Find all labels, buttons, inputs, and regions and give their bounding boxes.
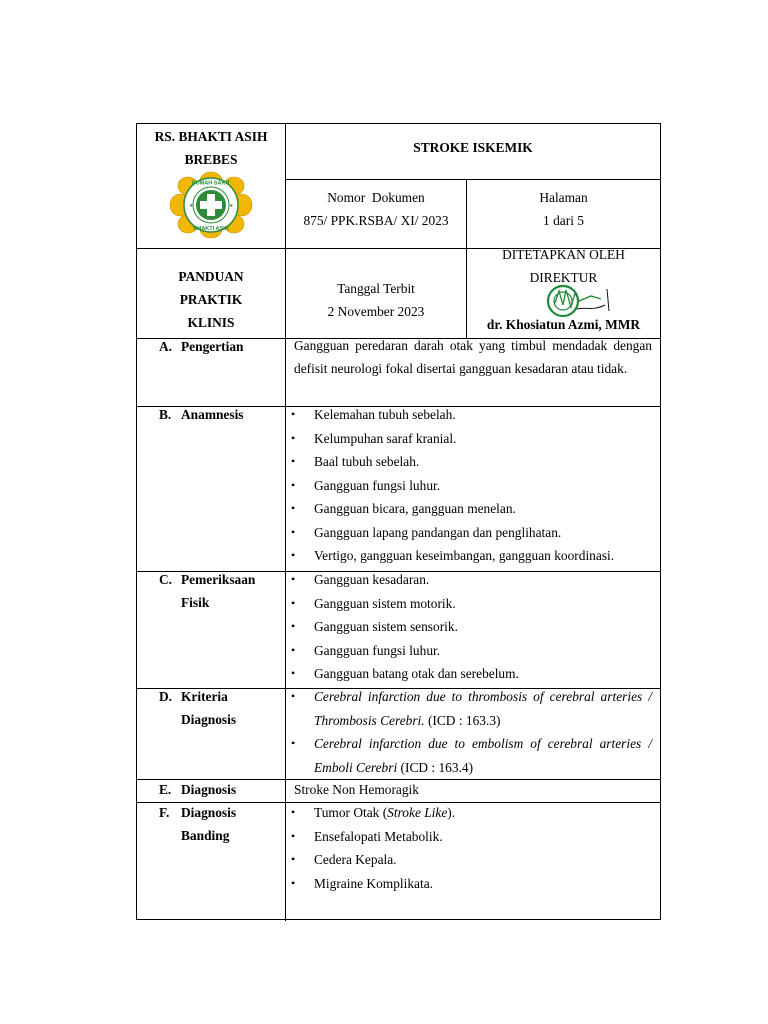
hospital-logo-icon — [167, 169, 255, 241]
svg-text:★: ★ — [189, 203, 194, 209]
issue-label: Tanggal Terbit — [337, 281, 415, 296]
section-body-e: Stroke Non Hemoragik — [294, 782, 419, 797]
page-label: Halaman — [539, 190, 588, 205]
list-item: • Cerebral infarction due to thrombosis of cerebral arteries / Thrombosis Cerebri. (ICD : 163.3) — [286, 685, 660, 732]
document-number-cell — [286, 186, 466, 232]
section-body-f — [286, 801, 660, 895]
section-body-a: Gangguan peredaran darah otak yang timbul mendadak dengan defisit neurologi fokal disertai gangguan kesadaran atau tidak. — [294, 338, 652, 376]
approved-by-role: DIREKTUR — [529, 270, 598, 285]
list-item: • Migraine Komplikata. — [286, 872, 660, 896]
list-item: • Tumor Otak (Stroke Like). — [286, 801, 660, 825]
row-divider — [286, 179, 660, 180]
document-number-label: Nomor Dokumen — [327, 190, 425, 205]
list-item: • Gangguan sistem sensorik. — [286, 615, 660, 639]
section-body-d — [286, 685, 660, 779]
page-cell — [467, 186, 660, 232]
list-item: • Vertigo, gangguan keseimbangan, gangguan koordinasi. — [286, 544, 660, 568]
issue-date-cell — [286, 277, 466, 323]
svg-text:RUMAH SAKIT: RUMAH SAKIT — [191, 180, 231, 187]
list-item: • Gangguan fungsi luhur. — [286, 474, 660, 498]
clinical-guideline-document: RS. BHAKTI ASIH BREBES RUMAH SAKIT BHAKTI ASIH ★ ★ STROKE ISKEMIK Nomor Dokumen 875/ PPK.RSBA/ XI/ 2023 Halaman 1 dari 5 PANDUAN PRAKTIK KLINIS Tanggal Terbit 2 November 2023 DITETAPKAN OLEH DIREKTUR dr. Khosiatun Azmi, MMR A. Pengertian Gangguan peredaran darah otak yang timbul mendadak dengan defisit neurologi fokal disertai gangguan kesadaran atau tidak. B. Anamnesis • Kelemahan tubuh sebelah. • Kelumpuhan saraf kranial. • Baal tubuh sebelah. • Gangguan fungsi luhur. • Gangguan bicara, gangguan menelan. • Gangguan lapang pandangan dan penglihatan. • Vertigo, gangguan keseimbangan, gangguan koordinasi. C. Pemeriksaan Fisik • Gangguan kesadaran. • Gangguan sistem motorik. • Gangguan sistem sensorik. • Gangguan fungsi luhur. • Gangguan batang otak dan serebelum. D. Kriteria Diagnosis • Cerebral infarction due to thrombosis of cerebral arteries / Thrombosis Cerebri. (ICD : 163.3) • Cerebral infarction due to embolism of cerebral arteries / Emboli Cerebri (ICD : 163.4) E. Diagnosis Stroke Non Hemoragik F. Diagnosis Banding • Tumor Otak (Stroke Like). • Ensefalopati Metabolik. • Cedera Kepala. • Migraine Komplikata. — [136, 123, 661, 920]
list-item: • Gangguan kesadaran. — [286, 568, 660, 592]
page-value: 1 dari 5 — [543, 213, 584, 228]
director-name: dr. Khosiatun Azmi, MMR — [486, 317, 641, 332]
list-item: • Gangguan fungsi luhur. — [286, 639, 660, 663]
document-title: STROKE ISKEMIK — [413, 140, 533, 155]
list-item: • Cerebral infarction due to embolism of cerebral arteries / Emboli Cerebri (ICD : 163.4) — [286, 732, 660, 779]
svg-text:BHAKTI ASIH: BHAKTI ASIH — [193, 226, 229, 232]
list-item: • Gangguan sistem motorik. — [286, 592, 660, 616]
list-item: • Gangguan lapang pandangan dan penglihatan. — [286, 521, 660, 545]
section-body-c — [286, 568, 660, 686]
list-item: • Gangguan batang otak dan serebelum. — [286, 662, 660, 686]
list-item: • Kelumpuhan saraf kranial. — [286, 427, 660, 451]
guide-type: PANDUAN PRAKTIK KLINIS — [178, 269, 244, 330]
document-number: 875/ PPK.RSBA/ XI/ 2023 — [303, 213, 449, 228]
issue-date: 2 November 2023 — [327, 304, 425, 319]
list-item: • Ensefalopati Metabolik. — [286, 825, 660, 849]
section-body-b — [286, 403, 660, 568]
hospital-name: RS. BHAKTI ASIH BREBES — [154, 129, 268, 167]
list-item: • Baal tubuh sebelah. — [286, 450, 660, 474]
list-item: • Kelemahan tubuh sebelah. — [286, 403, 660, 427]
approved-by: DITETAPKAN OLEH — [502, 247, 625, 262]
list-item: • Cedera Kepala. — [286, 848, 660, 872]
svg-text:★: ★ — [229, 203, 234, 209]
list-item: • Gangguan bicara, gangguan menelan. — [286, 497, 660, 521]
